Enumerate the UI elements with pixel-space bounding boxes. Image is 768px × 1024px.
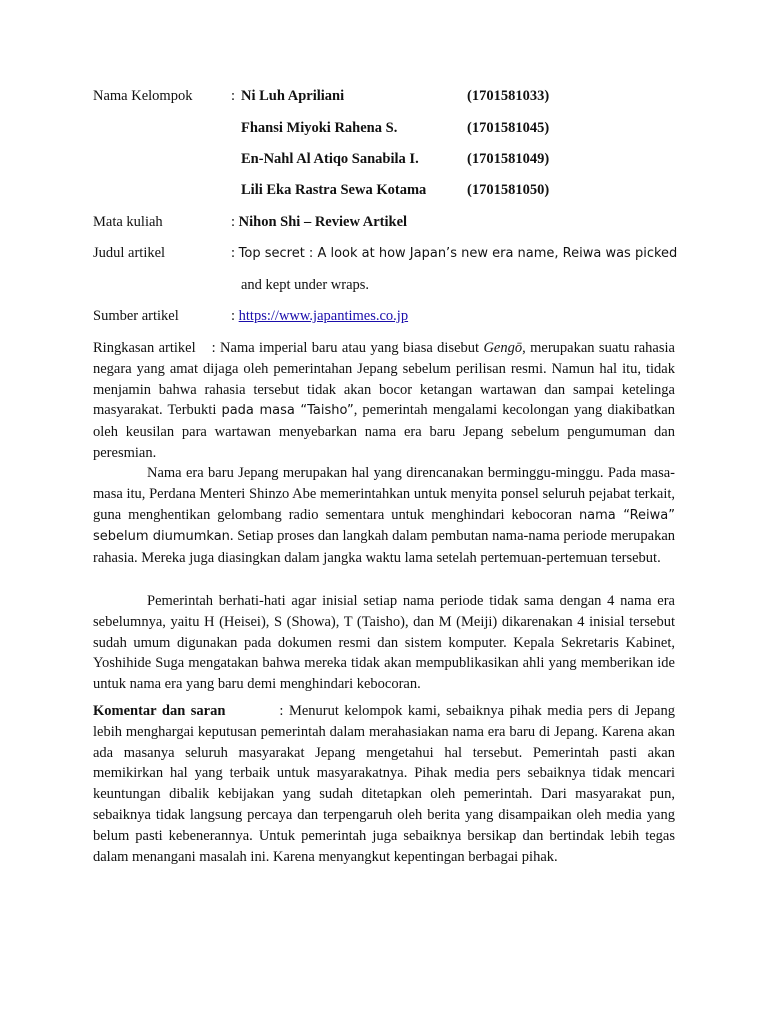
summary-text: : Nama imperial baru atau yang biasa disebut xyxy=(211,340,484,356)
summary-paragraph-2 xyxy=(93,463,675,569)
summary-paragraph-3 xyxy=(93,591,675,695)
member-nim: (1701581049) xyxy=(467,151,550,167)
member-name: Lili Eka Rastra Sewa Kotama xyxy=(241,182,427,198)
comment-paragraph xyxy=(93,701,675,867)
gengo-term: Gengō xyxy=(483,340,523,356)
summary-paragraph-1 xyxy=(93,338,675,464)
member-nim: (1701581033) xyxy=(467,88,550,104)
course-row xyxy=(231,214,407,231)
member-name: Ni Luh Apriliani xyxy=(241,88,345,104)
title-row xyxy=(231,245,677,262)
summary-label: Ringkasan artikel xyxy=(93,340,196,356)
member-nim: (1701581050) xyxy=(467,182,550,198)
member-nim: (1701581045) xyxy=(467,120,550,136)
summary-text-taisho: pada masa “Taisho” xyxy=(221,403,354,419)
summary-text: , merupakan suatu rahasia negara yang amat dijaga oleh pemerintahan Jepang sebelum perilisan resmi. Namun hal itu, tidak menjamin bahwa rahasia tersebut tidak akan bocor ketangan wartawan dan sampai ketelinga masyarakat. Terbukti xyxy=(93,340,675,419)
summary-text-reiwa: nama “Reiwa” sebelum diumumkan xyxy=(93,507,675,545)
article-title-line2: and kept under wraps. xyxy=(241,277,370,293)
source-label: Sumber artikel xyxy=(93,308,179,324)
course-colon: : xyxy=(231,214,236,230)
comment-label: Komentar dan saran xyxy=(93,703,226,719)
article-title-line1: Top secret : A look at how Japan’s new era name, Reiwa was picked xyxy=(238,246,678,261)
group-colon: : xyxy=(231,88,236,104)
member-name: Fhansi Miyoki Rahena S. xyxy=(241,120,398,136)
summary-text: , pemerintah mengalami kecolongan yang diakibatkan oleh keusilan para wartawan menyebarkan nama era baru Jepang sebelum pengumuman dan peresmian. xyxy=(93,402,675,461)
source-colon: : xyxy=(231,308,236,324)
course-label: Mata kuliah xyxy=(93,214,163,230)
source-row xyxy=(231,308,408,325)
title-label: Judul artikel xyxy=(93,245,166,261)
summary-text: . Setiap proses dan langkah dalam pembutan nama-nama periode merupakan rahasia. Mereka juga diasingkan dalam jangka waktu lama setelah pertemuan-pertemuan tersebut. xyxy=(93,528,676,567)
summary-text: Pemerintah berhati-hati agar inisial setiap nama periode tidak sama dengan 4 nama era sebelumnya, yaitu H (Heisei), S (Showa), T (Taisho), dan M (Meiji) dikarenakan 4 inisial tersebut sudah umum digunakan pada dokumen resmi dan sistem komputer. Kepala Sekretaris Kabinet, Yoshihide Suga mengatakan bahwa mereka tidak akan mempublikasikan ahli yang memberikan ide untuk nama era yang baru demi menghindari kebocoran. xyxy=(93,593,675,693)
member-name: En-Nahl Al Atiqo Sanabila I. xyxy=(241,151,419,167)
source-link[interactable]: https://www.japantimes.co.jp xyxy=(238,308,409,324)
comment-text: : Menurut kelompok kami, sebaiknya pihak media pers di Jepang lebih menghargai keputusan pemerintah dalam merahasiakan nama era baru di Jepang. Karena akan ada masanya seluruh masyarakat Jepang mengetahui hal tersebut. Pemerintah pasti akan memikirkan hal yang terbaik untuk masyarakatnya. Pihak media pers sebaiknya tidak mencari keuntungan dibalik kebijakan yang sudah ditetapkan oleh pemerintah. Dari masyarakat pun, sebaiknya tidak langsung percaya dan terpengaruh oleh berita yang disampaikan oleh media yang belum pasti kebenerannya. Untuk pemerintah juga sebaiknya bersikap dan bertindak lebih tegas dalam menangani masalah ini. Karena menyangkut kepentingan berbagai pihak. xyxy=(93,703,675,865)
course-value: Nihon Shi – Review Artikel xyxy=(238,214,408,230)
summary-text: Nama era baru Jepang merupakan hal yang direncanakan berminggu-minggu. Pada masa-masa itu, Perdana Menteri Shinzo Abe memerintahkan untuk menyita ponsel seluruh pejabat terkait, guna menghentikan gelombang radio sementara untuk menghindari kebocoran xyxy=(93,465,675,523)
title-colon: : xyxy=(231,245,236,261)
group-label: Nama Kelompok xyxy=(93,88,193,104)
